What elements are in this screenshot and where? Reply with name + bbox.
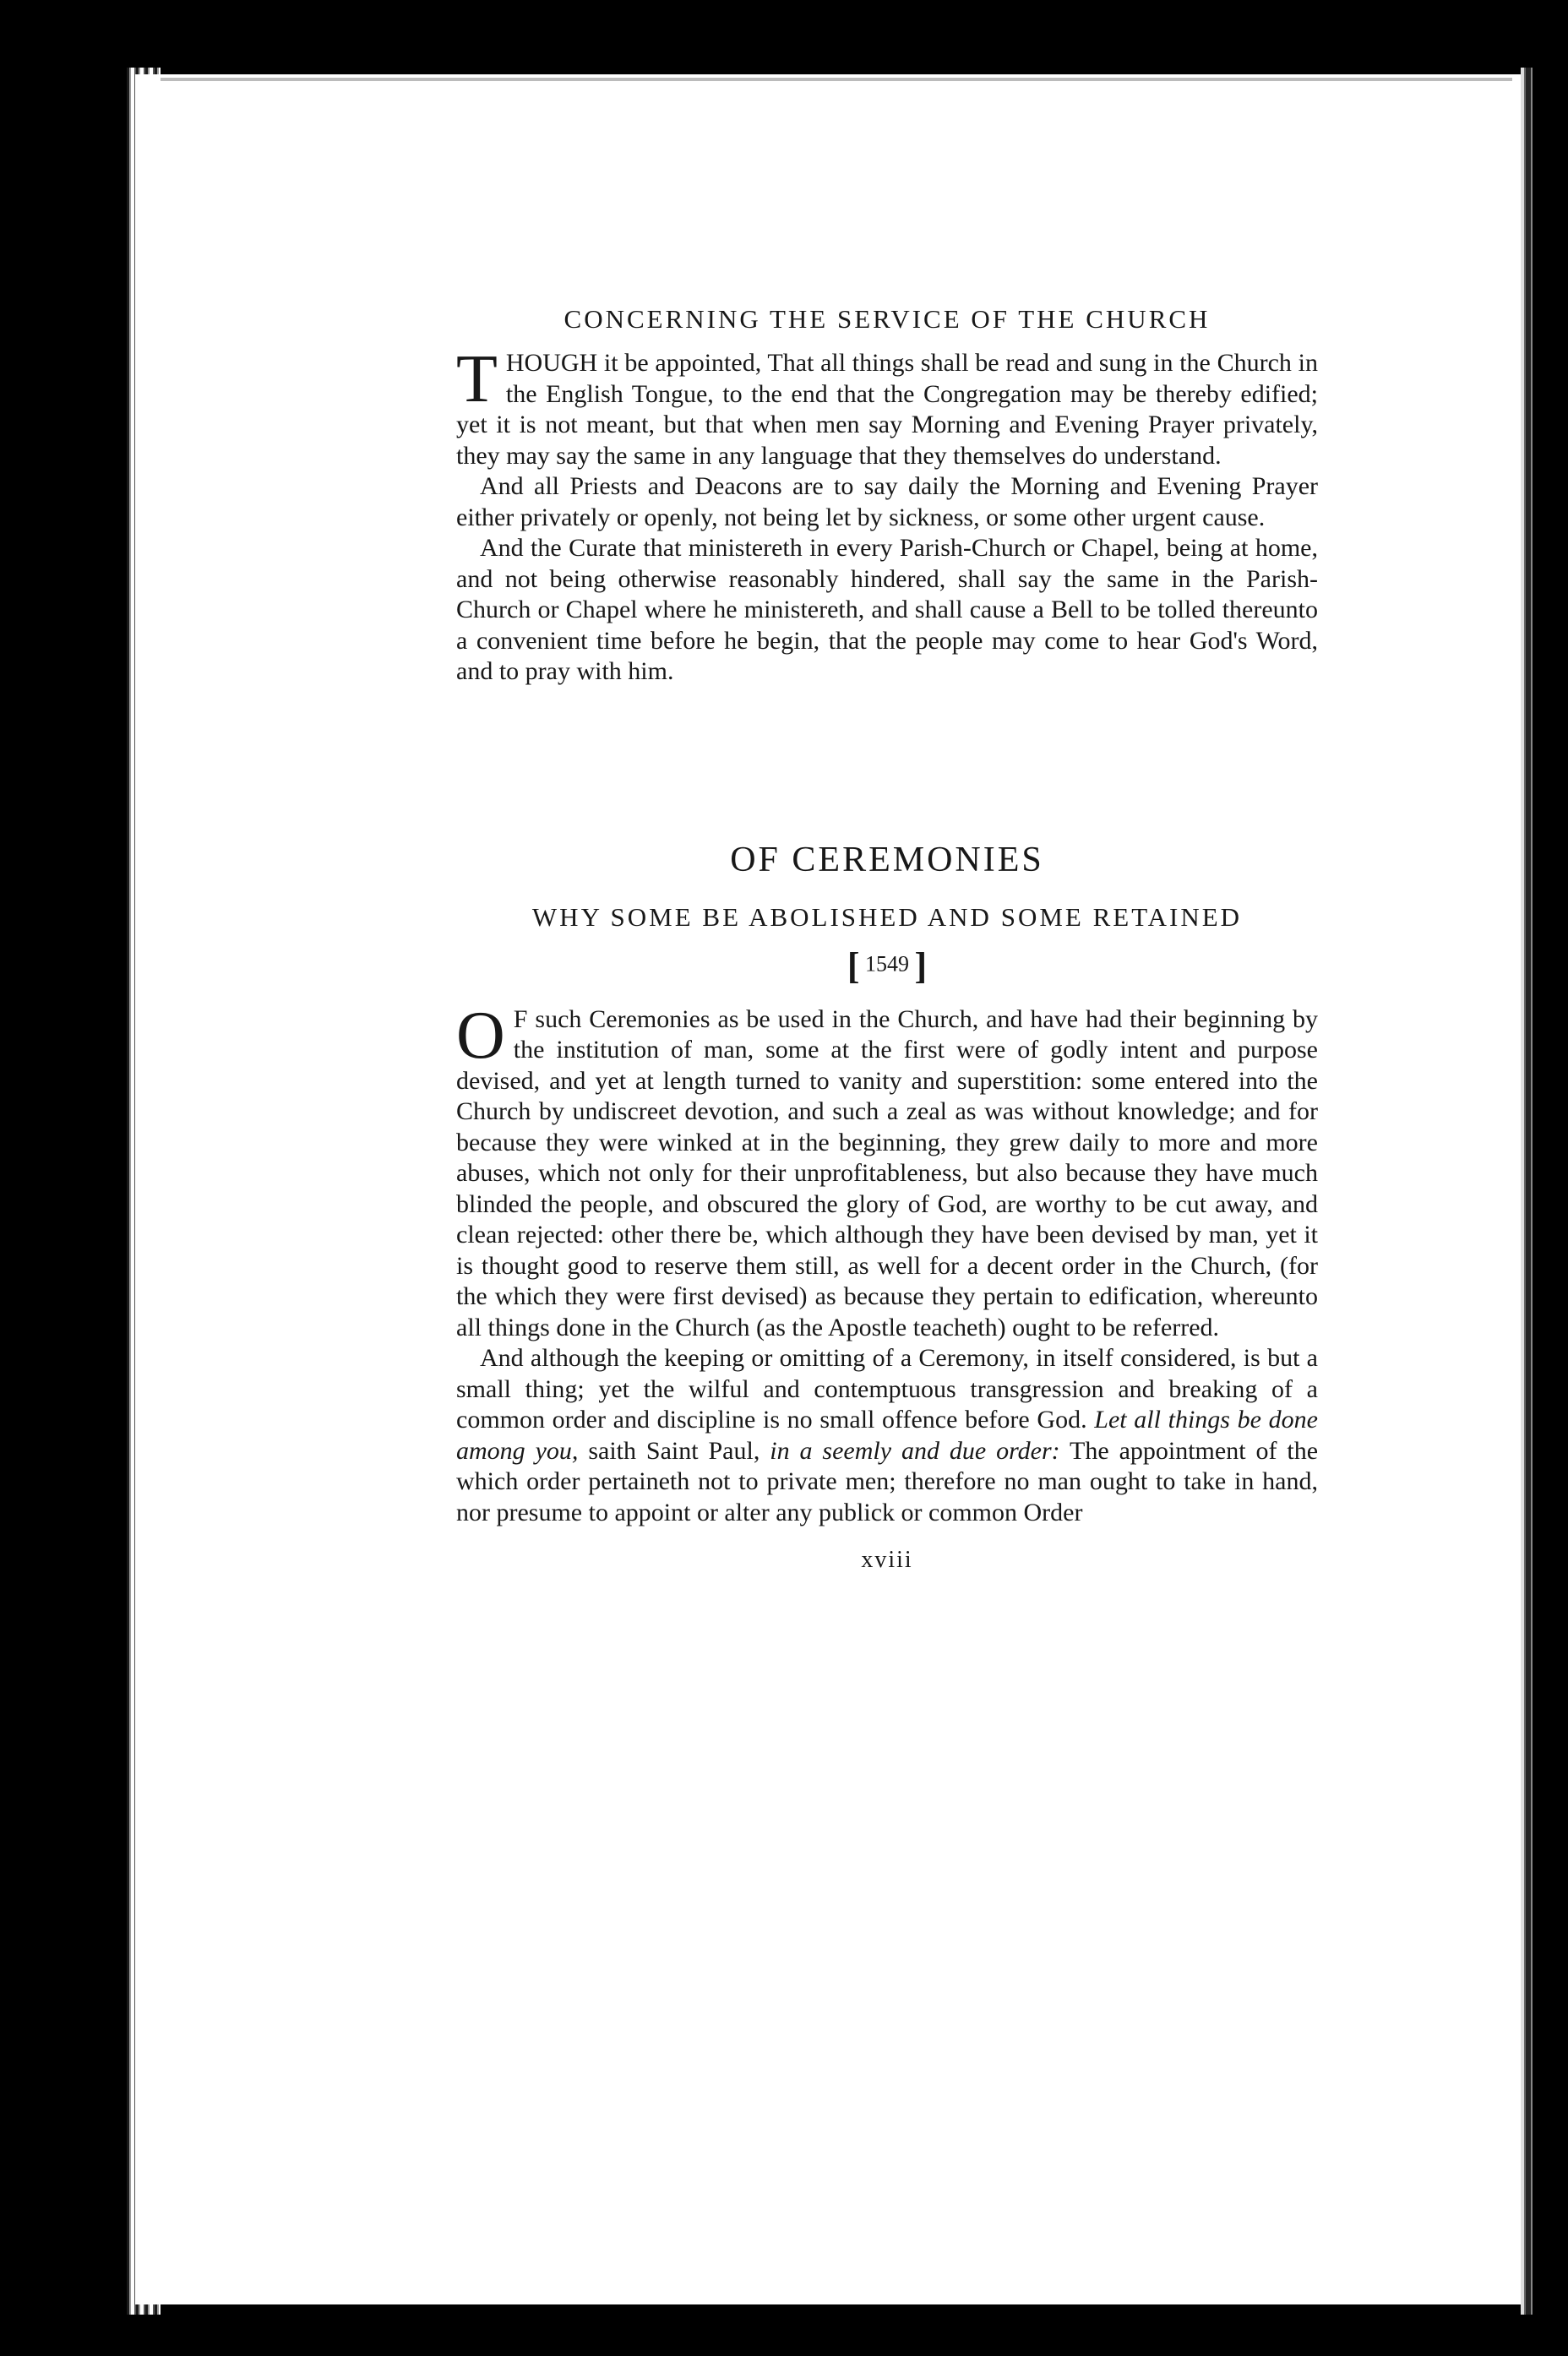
page-number: xviii [861,1547,913,1573]
scripture-quote: in a seemly and due order: [770,1436,1060,1465]
film-edge-right [1521,68,1568,2315]
scripture-quote: Let all things be done among you, [456,1406,1318,1465]
paragraph-text: And although the keeping or omitting of a Ceremony, in itself considered, is but a small thing; yet the wilful and contemptuous transgression and breaking of a common order and discipline is no small offence before God. [456,1344,1318,1434]
section-subtitle: WHY SOME BE ABOLISHED AND SOME RETAINED [531,901,1243,932]
paragraph: And the Curate that ministereth in every Parish-Church or Chapel, being at home, and not being otherwise reasonably hindered, shall say the same in the Parish-Church or Chapel where he ministereth, and shall cause a Bell to be tolled thereunto a convenient time before he begin, that the people may come to hear God's Word, and to pray with him. [456,534,1318,685]
paragraph [456,1343,1318,1528]
paragraph-text: saith Saint Paul, [588,1436,760,1465]
right-bracket-icon: ] [914,944,928,987]
paragraph-text: F such Ceremonies as be used in the Church, and have had their beginning by the institution of man, some at the first were of godly intent and purpose devised, and yet at length turned to vanity and superstition: some entered into the Church by undiscreet devotion, and such a zeal as was without knowledge; and for because they were winked at in the beginning, they grew daily to more and more abuses, which not only for their unprofitableness, but also because they have much blinded the people, and obscured the glory of God, are worthy to be cut away, and clean rejected: other there be, which although they have been devised by man, yet it is thought good to reserve them still, as well for a decent order in the Church, (for the which they were first devised) as because they pertain to edification, whereunto all things done in the Church (as the Apostle teacheth) ought to be referred. [456,1004,1318,1341]
year-marker [456,944,1318,988]
page-content [456,304,1318,1574]
paragraph [456,998,1318,1344]
drop-cap: T [456,342,498,416]
left-bracket-icon: [ [847,944,860,987]
paragraph-text: The appointment of the which order pertaineth not to private men; therefore no man ought to take in hand, nor presume to appoint or alter any publick or common Order [456,1436,1319,1526]
year-text: 1549 [865,950,909,976]
page-top-edge [161,78,1512,81]
drop-cap: O [456,998,505,1073]
paragraph: And all Priests and Deacons are to say daily the Morning and Evening Prayer either privately or openly, not being let by sickness, or some other urgent cause. [456,472,1318,531]
paragraph [456,342,1318,471]
spacer [456,688,1318,840]
paragraph-text: HOUGH it be appointed, That all things shall be read and sung in the Church in the English Tongue, to the end that the Congregation may be thereby edified; yet it is not meant, but that when men say Morning and Evening Prayer privately, they may say the same in any language that they themselves do understand. [456,349,1318,470]
section-heading: CONCERNING THE SERVICE OF THE CHURCH [564,304,1211,334]
section-title: OF CEREMONIES [730,840,1044,879]
